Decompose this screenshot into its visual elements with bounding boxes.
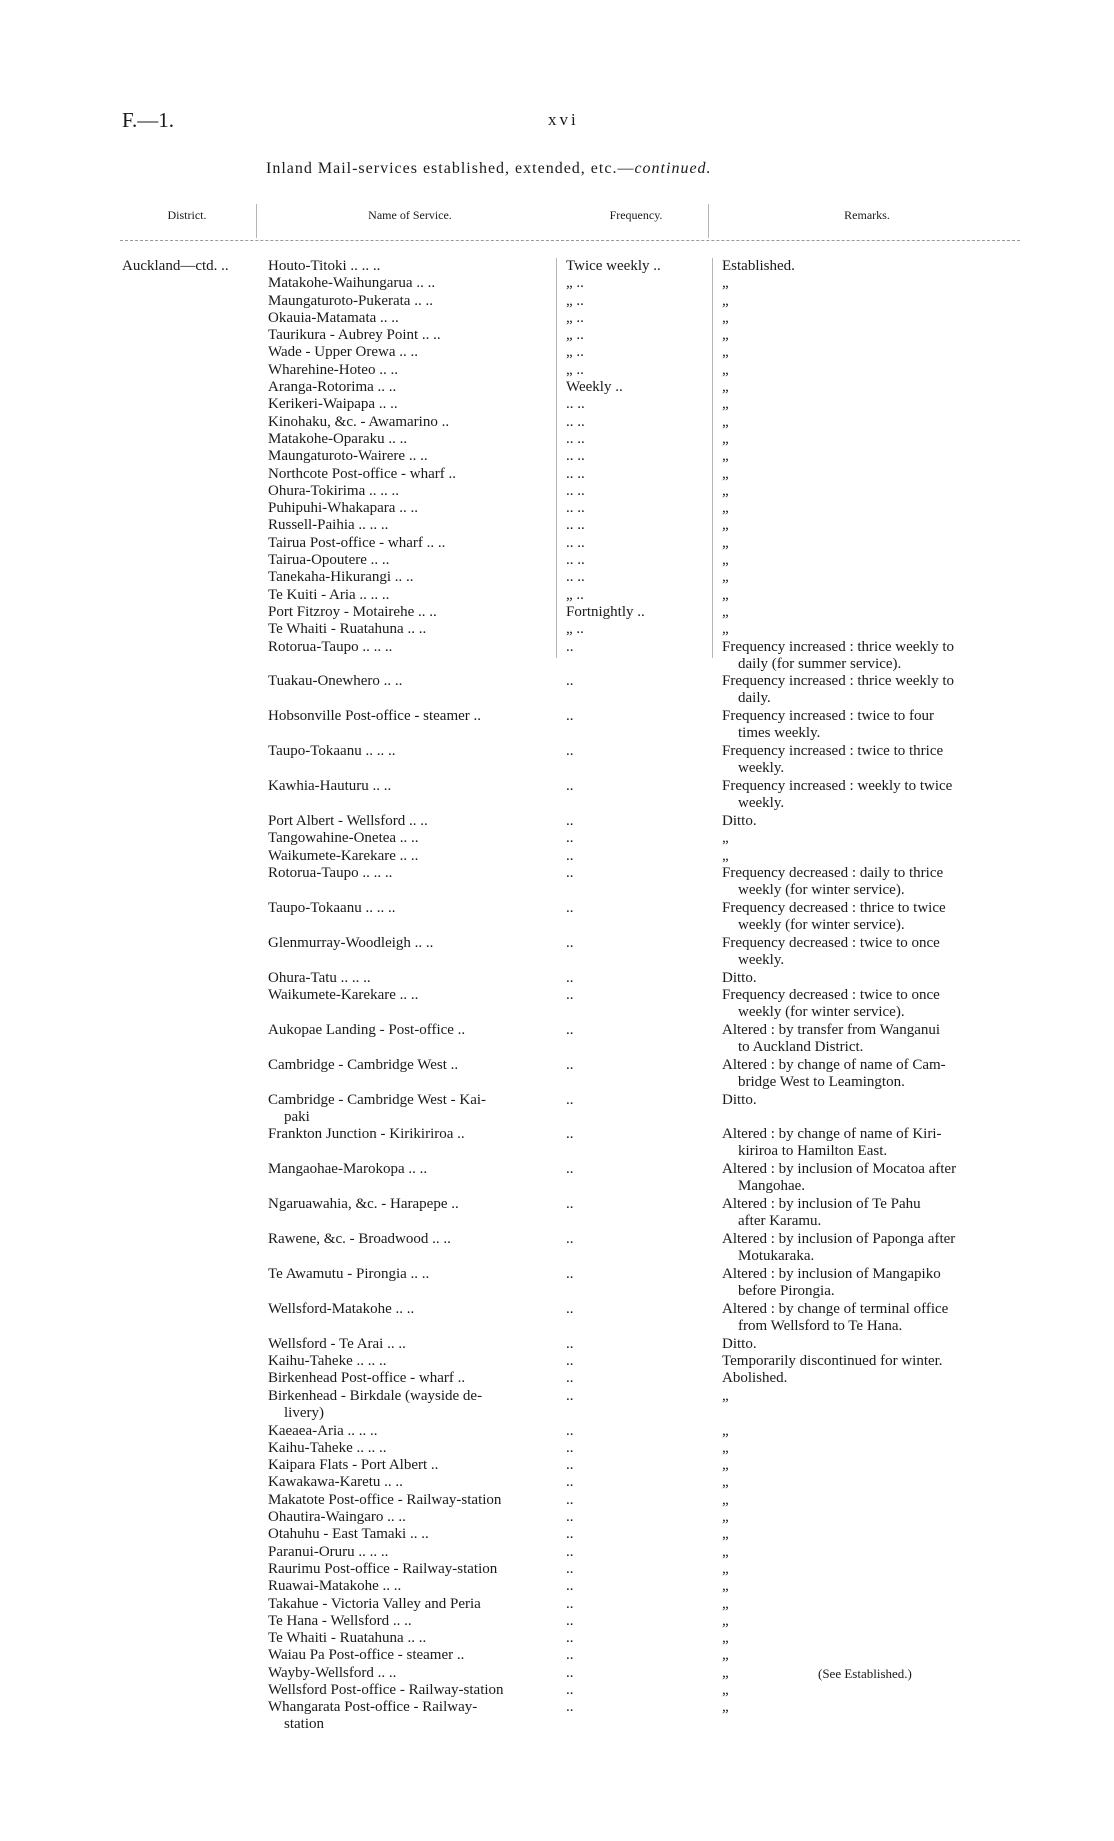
remarks-continuation: weekly. xyxy=(738,760,785,777)
remarks-cell: „ xyxy=(722,1474,729,1491)
remarks-cell: „ xyxy=(722,379,729,396)
service-name-cell: Wellsford Post-office - Railway-station xyxy=(268,1681,504,1698)
table-row xyxy=(0,327,1114,344)
frequency-cell: .. xyxy=(566,708,574,725)
service-name-cell: Taupo-Tokaanu .. .. .. xyxy=(268,899,396,916)
table-row xyxy=(0,708,1114,743)
frequency-cell: .. xyxy=(566,1509,574,1526)
page-reference: F.—1. xyxy=(122,108,174,132)
service-name-cell: Kaipara Flats - Port Albert .. xyxy=(268,1457,439,1474)
table-row xyxy=(0,621,1114,638)
service-name-cell: Makatote Post-office - Railway-station xyxy=(268,1491,502,1508)
table-row xyxy=(0,743,1114,778)
service-name-cell: Taupo-Tokaanu .. .. .. xyxy=(268,743,396,760)
table-row xyxy=(0,1231,1114,1266)
service-name-continuation: livery) xyxy=(284,1404,324,1421)
remarks-continuation: daily. xyxy=(738,690,771,707)
remarks-cell: „ xyxy=(722,1664,729,1681)
service-name-continuation: station xyxy=(284,1716,324,1733)
service-name-cell: Mangaohae-Marokopa .. .. xyxy=(268,1161,428,1178)
frequency-cell: .. xyxy=(566,1526,574,1543)
remarks-cell: Altered : by inclusion of Mocatoa after Mangohae. xyxy=(722,1161,1012,1195)
table-row xyxy=(0,865,1114,900)
table-row xyxy=(0,1301,1114,1336)
remarks-cell: „ xyxy=(722,430,729,447)
table-row xyxy=(0,275,1114,292)
service-name-continuation: paki xyxy=(284,1108,310,1125)
remarks-cell: „ xyxy=(722,534,729,551)
table-row xyxy=(0,1196,1114,1231)
frequency-cell: .. xyxy=(566,847,574,864)
remarks-cell: Altered : by inclusion of Paponga after Motukaraka. xyxy=(722,1231,1012,1265)
service-name-cell: Ruawai-Matakohe .. .. xyxy=(268,1578,402,1595)
table-row xyxy=(0,396,1114,413)
table-row xyxy=(0,900,1114,935)
remarks-continuation: before Pirongia. xyxy=(738,1282,835,1299)
remarks-continuation: Motukaraka. xyxy=(738,1248,815,1265)
remarks-cell: „ xyxy=(722,1681,729,1698)
remarks-cell: „ xyxy=(722,1612,729,1629)
table-row xyxy=(0,379,1114,396)
remarks-continuation: weekly. xyxy=(738,795,785,812)
remarks-cell: „ xyxy=(722,1509,729,1526)
remarks-cell: Ditto. xyxy=(722,812,757,829)
remarks-cell: „ xyxy=(722,847,729,864)
frequency-cell: Fortnightly .. xyxy=(566,603,645,620)
frequency-cell: .. xyxy=(566,1595,574,1612)
service-name-cell: Matakohe-Oparaku .. .. xyxy=(268,430,408,447)
remarks-continuation: bridge West to Leamington. xyxy=(738,1073,905,1090)
frequency-cell: .. .. xyxy=(566,465,585,482)
frequency-cell: .. .. xyxy=(566,430,585,447)
frequency-cell: .. xyxy=(566,1265,574,1282)
remarks-cell: „ xyxy=(722,344,729,361)
remarks-cell: „ xyxy=(722,1595,729,1612)
remarks-continuation: times weekly. xyxy=(738,725,821,742)
frequency-cell: .. xyxy=(566,1664,574,1681)
remarks-cell: „ xyxy=(722,1543,729,1560)
table-row xyxy=(0,1370,1114,1387)
remarks-continuation: kiriroa to Hamilton East. xyxy=(738,1143,888,1160)
table-row xyxy=(0,1092,1114,1127)
table-row xyxy=(0,1492,1114,1509)
frequency-cell: .. xyxy=(566,778,574,795)
remarks-continuation: weekly (for winter service). xyxy=(738,1003,905,1020)
table-row xyxy=(0,1126,1114,1161)
frequency-cell: .. xyxy=(566,1300,574,1317)
service-name-cell: Ohura-Tokirima .. .. .. xyxy=(268,482,400,499)
remarks-cell: Ditto. xyxy=(722,1335,757,1352)
table-row xyxy=(0,935,1114,970)
remarks-cell: Temporarily discontinued for winter. xyxy=(722,1353,943,1370)
frequency-cell: .. xyxy=(566,743,574,760)
table-row xyxy=(0,1578,1114,1595)
table-row xyxy=(0,448,1114,465)
table-row xyxy=(0,258,1114,275)
remarks-cell: „ xyxy=(722,586,729,603)
frequency-cell: .. xyxy=(566,1612,574,1629)
header-divider xyxy=(256,204,257,238)
service-name-cell: Maungaturoto-Wairere .. .. xyxy=(268,448,428,465)
title-main: Inland Mail-services established, extended, etc.— xyxy=(266,160,635,177)
remarks-cell: „ xyxy=(722,1491,729,1508)
table-row xyxy=(0,362,1114,379)
table-row xyxy=(0,1561,1114,1578)
frequency-cell: .. xyxy=(566,1560,574,1577)
remarks-cell: „ xyxy=(722,1578,729,1595)
table-row xyxy=(0,830,1114,847)
table-row xyxy=(0,1509,1114,1526)
table-row xyxy=(0,535,1114,552)
frequency-cell: .. .. xyxy=(566,500,585,517)
title-continued: continued. xyxy=(634,160,712,177)
frequency-cell: .. xyxy=(566,1161,574,1178)
header-rule xyxy=(120,240,1020,241)
table-row xyxy=(0,1682,1114,1699)
frequency-cell: .. .. xyxy=(566,534,585,551)
service-name-cell: Kaeaea-Aria .. .. .. xyxy=(268,1422,378,1439)
remarks-cell: Frequency decreased : twice to once weekly (for winter service). xyxy=(722,987,1012,1021)
table-row xyxy=(0,1544,1114,1561)
service-name-cell: Taurikura - Aubrey Point .. .. xyxy=(268,327,441,344)
table-row xyxy=(0,431,1114,448)
service-name-cell: Puhipuhi-Whakapara .. .. xyxy=(268,500,418,517)
service-name-cell: Okauia-Matamata .. .. xyxy=(268,309,399,326)
remarks-cell: Frequency increased : twice to four times weekly. xyxy=(722,708,1012,742)
frequency-cell: .. xyxy=(566,969,574,986)
table-row xyxy=(0,1596,1114,1613)
remarks-cell: „ xyxy=(722,1630,729,1647)
district-cell: Auckland—ctd. .. xyxy=(122,258,229,274)
table-row xyxy=(0,1440,1114,1457)
table-row xyxy=(0,1526,1114,1543)
frequency-cell: .. xyxy=(566,1387,574,1404)
remarks-cell: „ xyxy=(722,292,729,309)
header-frequency: Frequency. xyxy=(609,208,663,222)
frequency-cell: .. .. xyxy=(566,552,585,569)
table-row xyxy=(0,639,1114,674)
service-name-cell: Takahue - Victoria Valley and Peria xyxy=(268,1595,481,1612)
frequency-cell: „ .. xyxy=(566,361,584,378)
service-name-cell: Kaihu-Taheke .. .. .. xyxy=(268,1439,387,1456)
frequency-cell: .. xyxy=(566,1091,574,1108)
frequency-cell: Weekly .. xyxy=(566,379,623,396)
service-name-cell: Glenmurray-Woodleigh .. .. xyxy=(268,934,434,951)
table-row xyxy=(0,987,1114,1022)
remarks-cell: Altered : by transfer from Wanganui to Auckland District. xyxy=(722,1022,1012,1056)
table-row xyxy=(0,1336,1114,1353)
table-row xyxy=(0,569,1114,586)
remarks-cell: „ xyxy=(722,830,729,847)
remarks-cell: Frequency increased : twice to thrice weekly. xyxy=(722,743,1012,777)
frequency-cell: „ .. xyxy=(566,275,584,292)
frequency-cell: .. xyxy=(566,1457,574,1474)
remarks-continuation: daily (for summer service). xyxy=(738,655,902,672)
remarks-cell: Frequency decreased : thrice to twice weekly (for winter service). xyxy=(722,900,1012,934)
table-row xyxy=(0,1457,1114,1474)
service-name-cell: Russell-Paihia .. .. .. xyxy=(268,517,389,534)
header-name: Name of Service. xyxy=(368,208,452,222)
frequency-cell: .. xyxy=(566,934,574,951)
table-row xyxy=(0,587,1114,604)
service-name-cell: Raurimu Post-office - Railway-station xyxy=(268,1560,498,1577)
remarks-cell: „ xyxy=(722,1560,729,1577)
frequency-cell: .. xyxy=(566,1056,574,1073)
service-name-cell: Port Albert - Wellsford .. .. xyxy=(268,812,428,829)
remarks-cell: Established. xyxy=(722,258,795,274)
table-row xyxy=(0,1266,1114,1301)
service-name-cell: Cambridge - Cambridge West .. xyxy=(268,1056,459,1073)
frequency-cell: .. xyxy=(566,1370,574,1387)
remarks-cell: Frequency decreased : twice to once weekly. xyxy=(722,935,1012,969)
table-row xyxy=(0,1161,1114,1196)
remarks-continuation: after Karamu. xyxy=(738,1213,822,1230)
service-name-cell: Otahuhu - East Tamaki .. .. xyxy=(268,1526,429,1543)
service-name-cell: Te Kuiti - Aria .. .. .. xyxy=(268,586,390,603)
frequency-cell: .. .. xyxy=(566,517,585,534)
remarks-cell: „ xyxy=(722,413,729,430)
table-row xyxy=(0,604,1114,621)
frequency-cell: .. xyxy=(566,1681,574,1698)
service-name-cell: Kinohaku, &c. - Awamarino .. xyxy=(268,413,450,430)
remarks-continuation: from Wellsford to Te Hana. xyxy=(738,1317,903,1334)
remarks-cell: „ xyxy=(722,1422,729,1439)
remarks-continuation: Mangohae. xyxy=(738,1178,806,1195)
table-row xyxy=(0,344,1114,361)
remarks-cell: „ xyxy=(722,361,729,378)
service-name-cell: Whangarata Post-office - Railway- station xyxy=(268,1699,552,1733)
table-row xyxy=(0,500,1114,517)
table-row xyxy=(0,483,1114,500)
service-name-cell: Waikumete-Karekare .. .. xyxy=(268,847,419,864)
remarks-cell: Frequency increased : weekly to twice weekly. xyxy=(722,778,1012,812)
remarks-cell: Altered : by change of name of Cam- bridge West to Leamington. xyxy=(722,1057,1012,1091)
frequency-cell: .. xyxy=(566,1474,574,1491)
table-row xyxy=(0,848,1114,865)
frequency-cell: .. xyxy=(566,986,574,1003)
frequency-cell: .. .. xyxy=(566,569,585,586)
frequency-cell: .. xyxy=(566,1491,574,1508)
service-name-cell: Matakohe-Waihungarua .. .. xyxy=(268,275,436,292)
service-name-cell: Te Whaiti - Ruatahuna .. .. xyxy=(268,1630,427,1647)
remarks-cell: „ xyxy=(722,275,729,292)
frequency-cell: .. .. xyxy=(566,413,585,430)
service-name-cell: Waikumete-Karekare .. .. xyxy=(268,986,419,1003)
header-divider xyxy=(708,204,709,238)
service-name-cell: Te Whaiti - Ruatahuna .. .. xyxy=(268,621,427,638)
remarks-cell: Altered : by inclusion of Mangapiko before Pirongia. xyxy=(722,1266,1012,1300)
service-name-cell: Birkenhead Post-office - wharf .. xyxy=(268,1370,466,1387)
frequency-cell: .. xyxy=(566,830,574,847)
service-name-cell: Wayby-Wellsford .. .. xyxy=(268,1664,397,1681)
service-name-cell: Tairua-Opoutere .. .. xyxy=(268,552,390,569)
header-remarks: Remarks. xyxy=(844,208,890,222)
frequency-cell: .. xyxy=(566,864,574,881)
remarks-cell: „ xyxy=(722,621,729,638)
frequency-cell: „ .. xyxy=(566,309,584,326)
remarks-cell: Altered : by change of terminal office from Wellsford to Te Hana. xyxy=(722,1301,1012,1335)
remarks-cell: „ xyxy=(722,603,729,620)
service-name-cell: Ohura-Tatu .. .. .. xyxy=(268,969,371,986)
service-name-cell: Ngaruawahia, &c. - Harapepe .. xyxy=(268,1196,459,1213)
frequency-cell: .. xyxy=(566,812,574,829)
table-row xyxy=(0,1647,1114,1664)
frequency-cell: .. xyxy=(566,1126,574,1143)
service-name-cell: Port Fitzroy - Motairehe .. .. xyxy=(268,603,437,620)
remarks-continuation: weekly (for winter service). xyxy=(738,881,905,898)
remarks-continuation: weekly (for winter service). xyxy=(738,916,905,933)
table-row xyxy=(0,293,1114,310)
service-name-cell: Frankton Junction - Kirikiriroa .. xyxy=(268,1126,465,1143)
service-name-cell: Wellsford - Te Arai .. .. xyxy=(268,1335,406,1352)
remarks-cell: „ xyxy=(722,517,729,534)
frequency-cell: .. xyxy=(566,1021,574,1038)
frequency-cell: .. xyxy=(566,1699,574,1716)
remarks-cell: „ xyxy=(722,327,729,344)
service-name-cell: Wharehine-Hoteo .. .. xyxy=(268,361,398,378)
remarks-cell: „ xyxy=(722,465,729,482)
frequency-cell: .. xyxy=(566,638,574,655)
frequency-cell: .. xyxy=(566,1353,574,1370)
page-title xyxy=(266,160,712,178)
cross-reference-note: (See Established.) xyxy=(818,1665,912,1681)
remarks-cell: „ xyxy=(722,1699,729,1716)
service-name-cell: Kawakawa-Karetu .. .. xyxy=(268,1474,403,1491)
service-name-cell: Kawhia-Hauturu .. .. xyxy=(268,778,392,795)
remarks-cell: „ xyxy=(722,552,729,569)
table-row xyxy=(0,1388,1114,1423)
frequency-cell: .. xyxy=(566,1578,574,1595)
frequency-cell: „ .. xyxy=(566,586,584,603)
service-name-cell: Wellsford-Matakohe .. .. xyxy=(268,1300,415,1317)
service-name-cell: Kerikeri-Waipapa .. .. xyxy=(268,396,398,413)
frequency-cell: .. xyxy=(566,1543,574,1560)
remarks-cell: Frequency increased : thrice weekly to daily. xyxy=(722,673,1012,707)
header-district: District. xyxy=(167,208,207,222)
frequency-cell: .. xyxy=(566,1439,574,1456)
remarks-cell: „ xyxy=(722,1387,729,1404)
remarks-cell: „ xyxy=(722,396,729,413)
remarks-cell: „ xyxy=(722,1457,729,1474)
frequency-cell: .. xyxy=(566,1422,574,1439)
table-row xyxy=(0,1022,1114,1057)
table-row xyxy=(0,310,1114,327)
service-name-cell: Kaihu-Taheke .. .. .. xyxy=(268,1353,387,1370)
service-name-cell: Wade - Upper Orewa .. .. xyxy=(268,344,418,361)
frequency-cell: „ .. xyxy=(566,621,584,638)
remarks-cell: „ xyxy=(722,1526,729,1543)
remarks-cell: „ xyxy=(722,448,729,465)
frequency-cell: .. xyxy=(566,1231,574,1248)
remarks-cell: „ xyxy=(722,482,729,499)
service-name-cell: Cambridge - Cambridge West - Kai- paki xyxy=(268,1092,552,1126)
service-name-cell: Tangowahine-Onetea .. .. xyxy=(268,830,419,847)
frequency-cell: .. xyxy=(566,673,574,690)
remarks-continuation: weekly. xyxy=(738,951,785,968)
table-row xyxy=(0,673,1114,708)
table-row xyxy=(0,970,1114,987)
table-row xyxy=(0,1665,1114,1682)
service-name-cell: Te Hana - Wellsford .. .. xyxy=(268,1612,412,1629)
service-name-cell: Rotorua-Taupo .. .. .. xyxy=(268,864,393,881)
service-name-cell: Rawene, &c. - Broadwood .. .. xyxy=(268,1231,451,1248)
frequency-cell: Twice weekly .. xyxy=(566,258,661,274)
service-name-cell: Hobsonville Post-office - steamer .. xyxy=(268,708,482,725)
table-row xyxy=(0,1613,1114,1630)
table-row xyxy=(0,1699,1114,1734)
frequency-cell: „ .. xyxy=(566,344,584,361)
table-row xyxy=(0,813,1114,830)
frequency-cell: .. .. xyxy=(566,482,585,499)
page-number: xvi xyxy=(548,110,579,129)
service-name-cell: Te Awamutu - Pirongia .. .. xyxy=(268,1265,430,1282)
remarks-cell: Altered : by change of name of Kiri- kiriroa to Hamilton East. xyxy=(722,1126,1012,1160)
frequency-cell: „ .. xyxy=(566,327,584,344)
remarks-cell: Frequency increased : thrice weekly to daily (for summer service). xyxy=(722,639,1012,673)
service-name-cell: Aranga-Rotorima .. .. xyxy=(268,379,397,396)
table-row xyxy=(0,1423,1114,1440)
frequency-cell: .. xyxy=(566,1196,574,1213)
table-row xyxy=(0,1630,1114,1647)
table-row xyxy=(0,466,1114,483)
table-row xyxy=(0,1474,1114,1491)
table-row xyxy=(0,1353,1114,1370)
service-name-cell: Aukopae Landing - Post-office .. xyxy=(268,1021,466,1038)
remarks-cell: Ditto. xyxy=(722,1091,757,1108)
frequency-cell: .. .. xyxy=(566,396,585,413)
remarks-cell: „ xyxy=(722,500,729,517)
service-name-cell: Waiau Pa Post-office - steamer .. xyxy=(268,1647,465,1664)
service-name-cell: Houto-Titoki .. .. .. xyxy=(268,258,381,274)
frequency-cell: .. xyxy=(566,1647,574,1664)
remarks-cell: „ xyxy=(722,1647,729,1664)
service-name-cell: Birkenhead - Birkdale (wayside de- livery) xyxy=(268,1388,552,1422)
table-row xyxy=(0,517,1114,534)
service-name-cell: Tanekaha-Hikurangi .. .. xyxy=(268,569,414,586)
remarks-cell: „ xyxy=(722,309,729,326)
service-name-cell: Paranui-Oruru .. .. .. xyxy=(268,1543,389,1560)
service-name-cell: Ohautira-Waingaro .. .. xyxy=(268,1509,406,1526)
table-row xyxy=(0,552,1114,569)
table-row xyxy=(0,1057,1114,1092)
service-name-cell: Rotorua-Taupo .. .. .. xyxy=(268,638,393,655)
table-row xyxy=(0,414,1114,431)
remarks-cell: „ xyxy=(722,1439,729,1456)
remarks-cell: „ xyxy=(722,569,729,586)
mail-services-table xyxy=(0,258,1114,1734)
frequency-cell: .. .. xyxy=(566,448,585,465)
service-name-cell: Northcote Post-office - wharf .. xyxy=(268,465,456,482)
service-name-cell: Maungaturoto-Pukerata .. .. xyxy=(268,292,433,309)
service-name-cell: Tuakau-Onewhero .. .. xyxy=(268,673,403,690)
frequency-cell: .. xyxy=(566,899,574,916)
service-name-cell: Tairua Post-office - wharf .. .. xyxy=(268,534,446,551)
remarks-continuation: to Auckland District. xyxy=(738,1038,864,1055)
frequency-cell: .. xyxy=(566,1335,574,1352)
remarks-cell: Altered : by inclusion of Te Pahu after Karamu. xyxy=(722,1196,1012,1230)
frequency-cell: „ .. xyxy=(566,292,584,309)
remarks-cell: Ditto. xyxy=(722,969,757,986)
remarks-cell: Frequency decreased : daily to thrice weekly (for winter service). xyxy=(722,865,1012,899)
table-row xyxy=(0,778,1114,813)
remarks-cell: Abolished. xyxy=(722,1370,788,1387)
frequency-cell: .. xyxy=(566,1630,574,1647)
